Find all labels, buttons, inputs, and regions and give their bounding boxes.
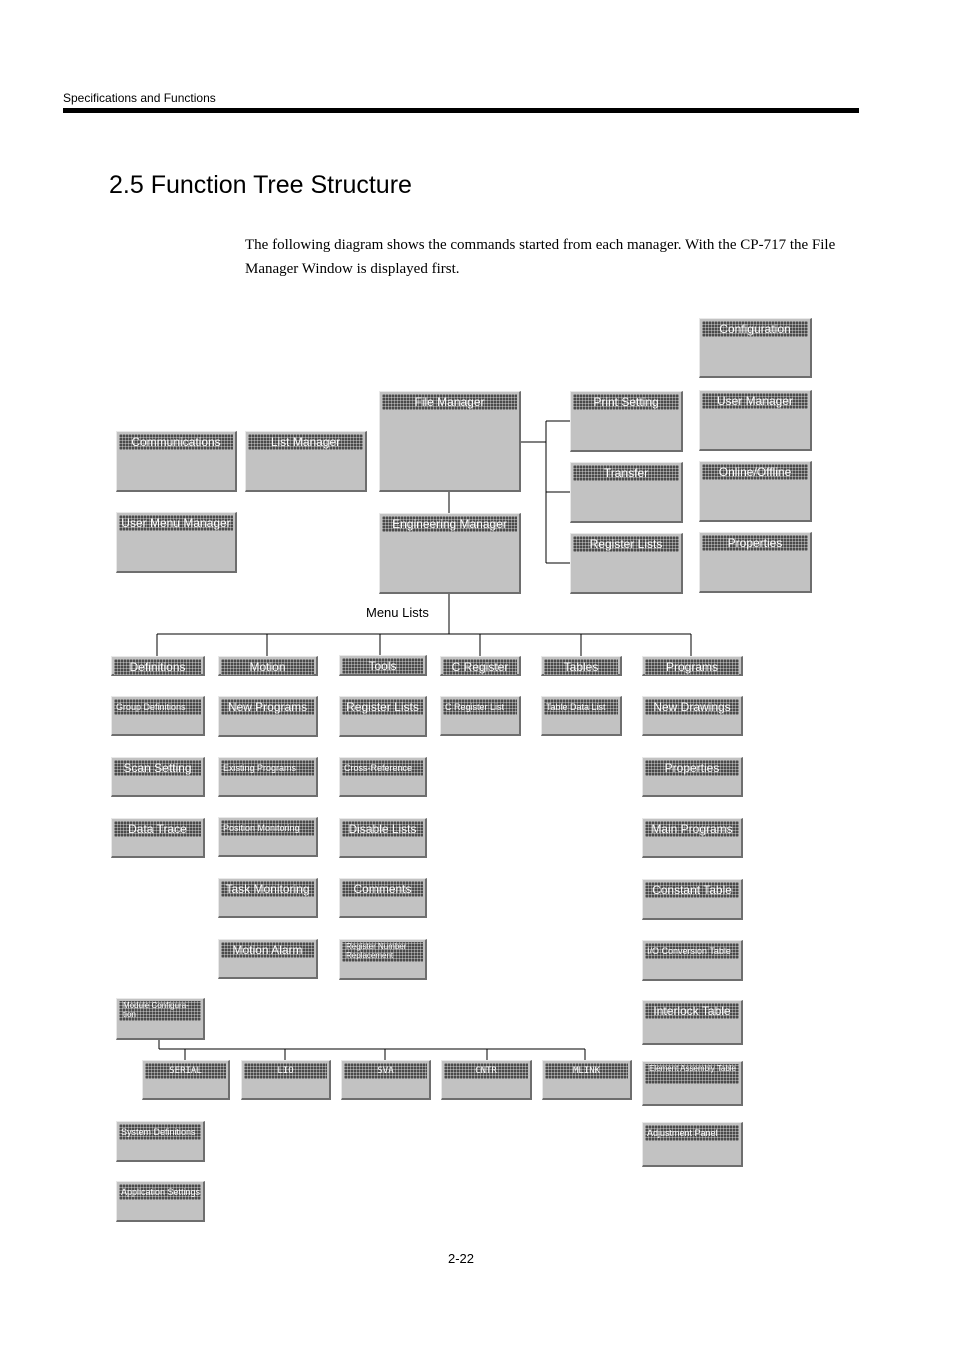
comments-window[interactable]	[339, 878, 427, 918]
interlock-table-window[interactable]	[642, 1000, 743, 1045]
main-programs-window[interactable]	[642, 818, 743, 858]
group-definitions-window[interactable]	[111, 696, 205, 736]
constant-table-title: Constant Table	[645, 882, 739, 898]
application-settings-title: Application Settings	[119, 1184, 201, 1200]
serial-module-window[interactable]	[142, 1060, 230, 1100]
register-lists-title: Register Lists	[573, 536, 679, 552]
new-programs-title: New Programs	[221, 699, 314, 715]
scan-setting-window[interactable]	[111, 757, 205, 797]
existing-programs-window[interactable]	[218, 757, 318, 797]
page-number: 2-22	[447, 1251, 475, 1266]
menu-lists-label: Menu Lists	[366, 605, 429, 620]
motion-alarm-window[interactable]	[218, 939, 318, 979]
data-trace-window[interactable]	[111, 818, 205, 858]
list-manager-window[interactable]	[245, 431, 367, 492]
menu-c-register-label: C Register	[443, 659, 517, 675]
programs-properties-window[interactable]	[642, 757, 743, 797]
module-configuration-window[interactable]	[116, 998, 205, 1040]
cntr-module-title: CNTR	[444, 1063, 528, 1079]
interlock-table-title: Interlock Table	[645, 1003, 739, 1019]
io-conversion-table-window[interactable]	[642, 940, 743, 981]
menu-tools-label: Tools	[342, 658, 423, 674]
data-trace-title: Data Trace	[114, 821, 201, 837]
serial-module-title: SERIAL	[145, 1063, 226, 1079]
engineering-manager-title: Engineering Manager	[382, 516, 517, 532]
online-offline-window[interactable]	[699, 461, 812, 522]
position-monitoring-title: Position Monitoring	[221, 820, 314, 836]
cntr-module-window[interactable]	[441, 1060, 532, 1100]
lio-module-window[interactable]	[241, 1060, 331, 1100]
new-drawings-window[interactable]	[642, 696, 743, 736]
group-definitions-title: Group Definitions	[114, 699, 201, 715]
system-definitions-window[interactable]	[116, 1121, 205, 1162]
menu-programs[interactable]	[642, 656, 743, 676]
transfer-window[interactable]	[570, 462, 683, 523]
cross-reference-window[interactable]	[339, 757, 427, 797]
adjustment-panel-window[interactable]	[642, 1122, 743, 1167]
intro-paragraph: The following diagram shows the commands started from each manager. With the CP-717 the File Manager Window is displayed first.	[245, 237, 836, 277]
menu-motion[interactable]	[218, 656, 318, 676]
element-assembly-table-window[interactable]	[642, 1061, 743, 1106]
system-definitions-title: System Definitions	[119, 1124, 201, 1140]
menu-tables-label: Tables	[544, 659, 618, 675]
existing-programs-title: Existing Programs	[221, 760, 314, 776]
sva-module-window[interactable]	[341, 1060, 431, 1100]
position-monitoring-window[interactable]	[218, 817, 318, 857]
task-monitoring-title: Task Monitoring	[221, 881, 314, 897]
menu-tables[interactable]	[541, 656, 622, 676]
io-conversion-table-title: I/O Conversion Table	[645, 943, 739, 959]
disable-lists-title: Disable Lists	[342, 821, 423, 837]
menu-motion-label: Motion	[221, 659, 314, 675]
register-number-replacement-window[interactable]	[339, 939, 427, 980]
properties-window[interactable]	[699, 532, 812, 593]
user-manager-window[interactable]	[699, 390, 812, 451]
configuration-window[interactable]	[699, 318, 812, 378]
tools-register-lists-title: Register Lists	[342, 699, 423, 715]
online-offline-title: Online/Offline	[702, 464, 808, 480]
comments-title: Comments	[342, 881, 423, 897]
properties-title: Properties	[702, 535, 808, 551]
new-drawings-title: New Drawings	[645, 699, 739, 715]
communications-window[interactable]	[116, 431, 237, 492]
module-configuration-title: Module Configura-tion	[119, 1001, 201, 1021]
table-data-list-window[interactable]	[541, 696, 622, 736]
mlink-module-window[interactable]	[542, 1060, 632, 1100]
application-settings-window[interactable]	[116, 1181, 205, 1222]
menu-programs-label: Programs	[645, 659, 739, 675]
table-data-list-title: Table Data List	[544, 699, 618, 715]
tools-register-lists-window[interactable]	[339, 696, 427, 737]
menu-definitions-label: Definitions	[114, 659, 201, 675]
disable-lists-window[interactable]	[339, 818, 427, 858]
main-programs-title: Main Programs	[645, 821, 739, 837]
section-title: 2.5 Function Tree Structure	[109, 171, 412, 199]
list-manager-title: List Manager	[248, 434, 363, 450]
menu-c-register[interactable]	[440, 656, 521, 676]
register-lists-window[interactable]	[570, 533, 683, 594]
cross-reference-title: Cross-Reference	[342, 760, 423, 776]
transfer-title: Transfer	[573, 465, 679, 481]
user-menu-manager-window[interactable]	[116, 512, 237, 573]
adjustment-panel-title: Adjustment Panel	[645, 1125, 739, 1141]
mlink-module-title: MLINK	[545, 1063, 628, 1079]
user-manager-title: User Manager	[702, 393, 808, 409]
element-assembly-table-title: Element Assembly Table	[645, 1064, 739, 1084]
register-number-replacement-title: Register Number Replacement	[342, 942, 423, 962]
scan-setting-title: Scan Setting	[114, 760, 201, 776]
file-manager-window[interactable]	[379, 391, 521, 492]
lio-module-title: LIO	[244, 1063, 327, 1079]
menu-tools[interactable]	[339, 655, 427, 676]
engineering-manager-window[interactable]	[379, 513, 521, 594]
print-setting-window[interactable]	[570, 391, 683, 452]
task-monitoring-window[interactable]	[218, 878, 318, 918]
sva-module-title: SVA	[344, 1063, 427, 1079]
c-register-list-window[interactable]	[440, 696, 521, 736]
programs-properties-title: Properties	[645, 760, 739, 776]
print-setting-title: Print Setting	[573, 394, 679, 410]
configuration-title: Configuration	[702, 321, 808, 337]
motion-alarm-title: Motion Alarm	[221, 942, 314, 958]
communications-title: Communications	[119, 434, 233, 450]
menu-definitions[interactable]	[111, 656, 205, 676]
c-register-list-title: C Register List	[443, 699, 517, 715]
running-header: Specifications and Functions	[63, 91, 216, 105]
file-manager-title: File Manager	[382, 394, 517, 410]
user-menu-manager-title: User Menu Manager	[119, 515, 233, 531]
constant-table-window[interactable]	[642, 879, 743, 920]
new-programs-window[interactable]	[218, 696, 318, 737]
